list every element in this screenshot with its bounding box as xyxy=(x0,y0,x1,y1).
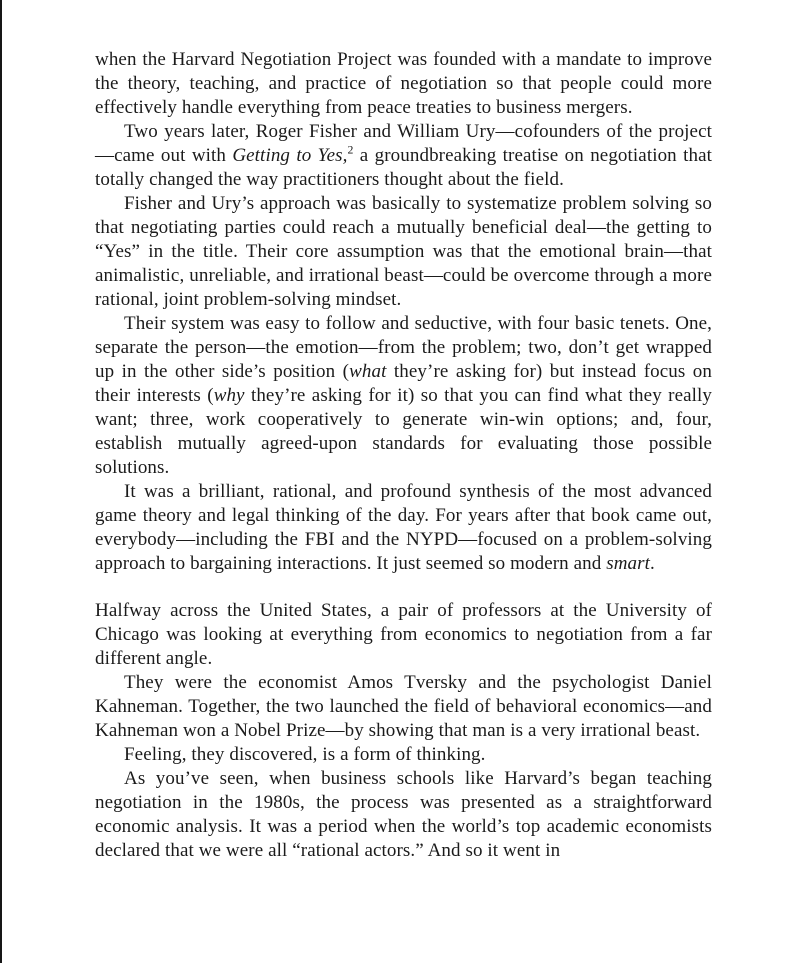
text-segment: . xyxy=(650,553,655,574)
text-segment: As you’ve seen, when business schools like Harvard’s began teaching negotiation in the 1980s, the process was presented as a straightforward economic analysis. It was a period when the world’s top academic economists declared that we were all “rational actors.” And so it went in xyxy=(95,768,712,861)
paragraph xyxy=(95,480,712,576)
text-segment: a groundbreaking treatise on negotiation that totally changed the way practitioners thought about the field. xyxy=(95,145,712,190)
paragraph xyxy=(95,120,712,192)
text-segment: Halfway across the United States, a pair of professors at the University of Chicago was looking at everything from economics to negotiation from a far different angle. xyxy=(95,600,712,669)
text-segment: why xyxy=(213,385,245,406)
text-segment: smart xyxy=(606,553,650,574)
text-section xyxy=(95,599,712,863)
text-segment: Their system was easy to follow and seductive, with four basic tenets. One, separate the person—the emotion—from the problem; two, don’t get wrapped up in the other side’s position ( xyxy=(95,313,712,382)
text-segment: they’re asking for) but instead focus on their interests ( xyxy=(95,361,712,406)
text-segment: Fisher and Ury’s approach was basically to systematize problem solving so that negotiating parties could reach a mutually beneficial deal—the getting to “Yes” in the title. Their core assumption was that the emotional brain—that animalistic, unreliable, and irrational beast—could be overcome through a more rational, joint problem-solving mindset. xyxy=(95,193,712,310)
page-text xyxy=(95,48,712,863)
text-segment: Two years later, Roger Fisher and William Ury—cofounders of the project—came out with xyxy=(95,121,712,166)
text-segment: Feeling, they discovered, is a form of thinking. xyxy=(124,744,486,765)
paragraph xyxy=(95,599,712,671)
text-section xyxy=(95,48,712,576)
text-segment: when the Harvard Negotiation Project was founded with a mandate to improve the theory, teaching, and practice of negotiation so that people could more effectively handle everything from peace treaties to business mergers. xyxy=(95,49,712,118)
text-segment: Getting to Yes, xyxy=(232,145,348,166)
paragraph xyxy=(95,671,712,743)
text-segment: what xyxy=(349,361,387,382)
paragraph xyxy=(95,192,712,312)
paragraph xyxy=(95,743,712,767)
footnote-marker: 2 xyxy=(347,143,354,157)
text-segment: It was a brilliant, rational, and profound synthesis of the most advanced game theory and legal thinking of the day. For years after that book came out, everybody—including the FBI and the NYPD—focused on a problem-solving approach to bargaining interactions. It just seemed so modern and xyxy=(95,481,712,574)
paragraph xyxy=(95,312,712,480)
text-segment: They were the economist Amos Tversky and the psychologist Daniel Kahneman. Together, the two launched the field of behavioral economics—and Kahneman won a Nobel Prize—by showing that man is a very irrational beast. xyxy=(95,672,712,741)
paragraph xyxy=(95,48,712,120)
page-edge-line xyxy=(0,0,2,963)
text-segment: they’re asking for it) so that you can find what they really want; three, work cooperatively to generate win-win options; and, four, establish mutually agreed-upon standards for evaluating those possible solutions. xyxy=(95,385,712,478)
paragraph xyxy=(95,767,712,863)
